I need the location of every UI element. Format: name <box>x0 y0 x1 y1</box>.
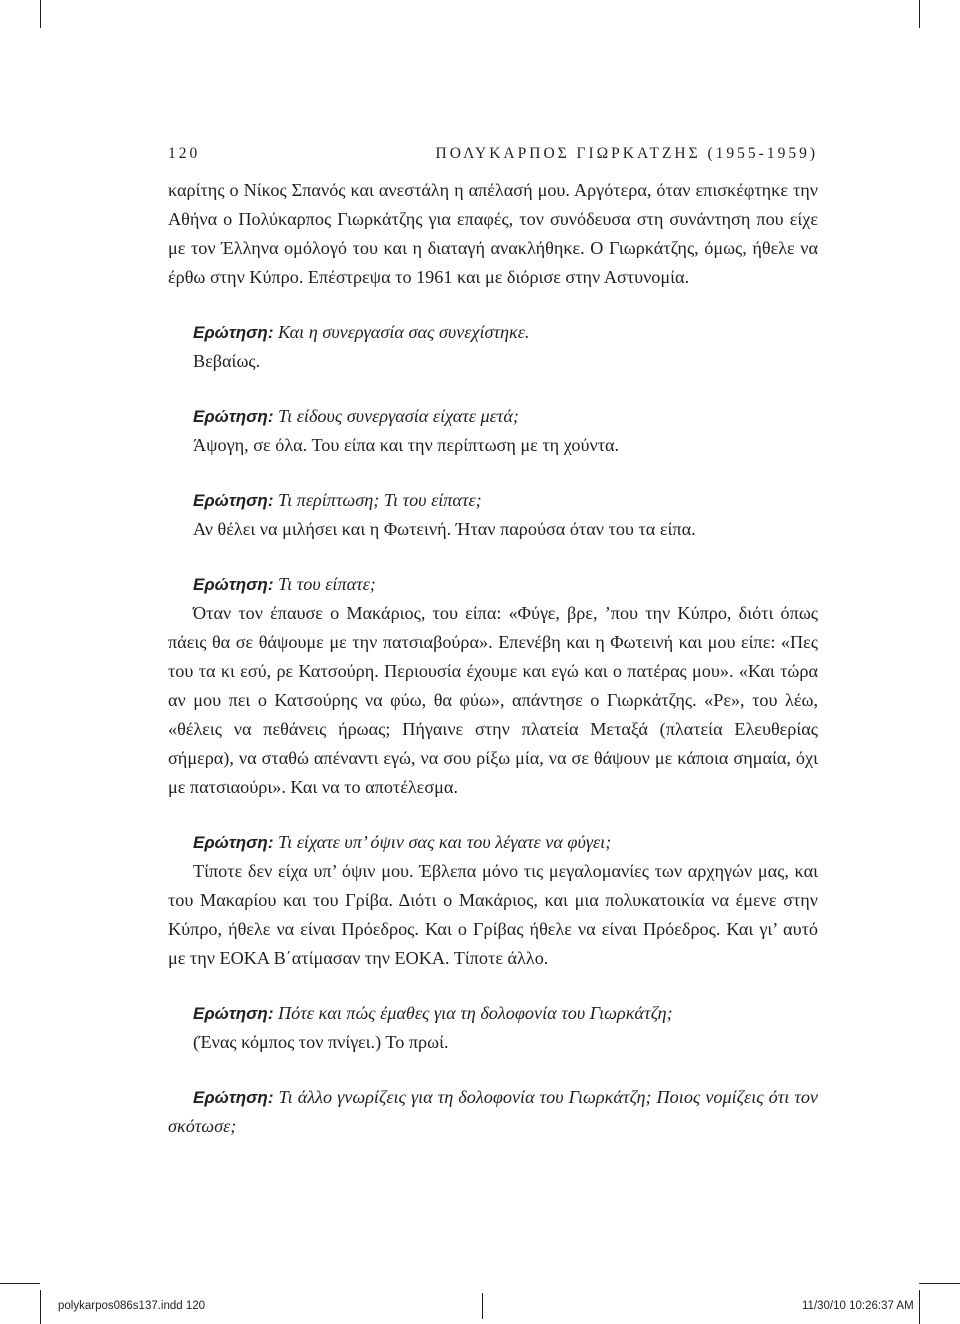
question-text: Τι περίπτωση; Τι του είπατε; <box>278 490 482 510</box>
slug-divider-left <box>40 1293 41 1319</box>
question-label: Ερώτηση: <box>193 491 274 510</box>
crop-mark-bottom-left <box>0 1283 40 1284</box>
question-7 <box>168 1083 818 1141</box>
question-label: Ερώτηση: <box>193 1088 274 1107</box>
question-5 <box>168 828 818 857</box>
crop-mark-top-left <box>40 0 41 28</box>
answer-2: Άψογη, σε όλα. Του είπα και την περίπτωση με τη χούντα. <box>193 435 620 455</box>
question-6 <box>168 999 818 1028</box>
question-4 <box>168 570 818 599</box>
answer-3: Αν θέλει να μιλήσει και η Φωτεινή. Ήταν παρούσα όταν του τα είπα. <box>193 519 696 539</box>
answer-4: Όταν τον έπαυσε ο Μακάριος, του είπα: «Φύγε, βρε, ’που την Κύπρο, διότι όπως πάεις θα σε θάψουμε με την πατσιαβούρα». Επενέβη και η Φωτεινή και μου είπε: «Πες του τα κι εσύ, ρε Κατσούρη. Περιουσία έχουμε και εγώ και ο πατέρας μου». «Και τώρα αν μου πει ο Κατσούρης να φύω, θα φύω», απάντησε ο Γιωρκάτζης. «Ρε», του λέω, «θέλεις να πεθάνεις ήρωας; Πήγαινε στην πλατεία Μεταξά (πλατεία Ελευθερίας σήμερα), να σταθώ απέναντι εγώ, να σου ρίξω μία, να σε θάψουν με κάποια σημαία, όχι με πατσιαούρι». Και να το αποτέλεσμα. <box>168 603 818 797</box>
question-text: Και η συνεργασία σας συνεχίστηκε. <box>278 322 530 342</box>
crop-mark-top-right <box>919 0 920 28</box>
running-header <box>168 143 818 165</box>
answer-6: (Ένας κόμπος τον πνίγει.) Το πρωί. <box>193 1032 449 1052</box>
answer-1: Βεβαίως. <box>193 351 261 371</box>
question-label: Ερώτηση: <box>193 323 274 342</box>
crop-mark-bottom-right <box>919 1283 960 1284</box>
page-number: 120 <box>168 145 201 162</box>
answer-5: Τίποτε δεν είχα υπ’ όψιν μου. Έβλεπα μόνο τις μεγαλομανίες των αρχηγών μας, και του Μακαρίου και του Γρίβα. Διότι ο Μακάριος, και μια πολυκατοικία να έμενε στην Κύπρο, ήθελε να είναι Πρόεδρος. Και ο Γρίβας ήθελε να είναι Πρόεδρος. Και γι’ αυτό με την ΕΟΚΑ Β΄ατίμασαν την ΕΟΚΑ. Τίποτε άλλο. <box>168 861 818 968</box>
question-text: Τι είδους συνεργασία είχατε μετά; <box>278 406 519 426</box>
question-1 <box>168 318 818 347</box>
question-text: Τι είχατε υπ’ όψιν σας και του λέγατε να φύγει; <box>278 832 612 852</box>
running-title: ΠΟΛΥΚΑΡΠΟΣ ΓΙΩΡΚΑΤΖΗΣ (1955-1959) <box>435 145 818 162</box>
slug-divider-right <box>919 1293 920 1319</box>
slug-filename: polykarpos086s137.indd 120 <box>58 1300 206 1312</box>
question-text: Τι άλλο γνωρίζεις για τη δολοφονία του Γιωρκάτζη; Ποιος νομίζεις ότι τον σκότωσε; <box>168 1087 819 1136</box>
page-body <box>168 176 818 1141</box>
question-label: Ερώτηση: <box>193 575 274 594</box>
print-slug <box>0 1293 960 1319</box>
question-label: Ερώτηση: <box>193 833 274 852</box>
slug-timestamp: 11/30/10 10:26:37 AM <box>802 1300 914 1312</box>
paragraph-1: καρίτης ο Νίκος Σπανός και ανεστάλη η απέλασή μου. Αργότερα, όταν επισκέφτηκε την Αθήνα ο Πολύκαρπος Γιωρκάτζης για επαφές, τον συνόδευσα στη συνάντηση που είχε με τον Έλληνα ομόλογό του και η διαταγή ανακλήθηκε. Ο Γιωρκάτζης, όμως, ήθελε να έρθω στην Κύπρο. Επέστρεψα το 1961 και με διόρισε στην Αστυνομία. <box>168 180 818 287</box>
slug-divider-middle <box>482 1293 483 1319</box>
question-3 <box>168 486 818 515</box>
question-text: Πότε και πώς έμαθες για τη δολοφονία του Γιωρκάτζη; <box>278 1003 673 1023</box>
question-text: Τι του είπατε; <box>278 574 376 594</box>
question-2 <box>168 402 818 431</box>
question-label: Ερώτηση: <box>193 407 274 426</box>
question-label: Ερώτηση: <box>193 1004 274 1023</box>
